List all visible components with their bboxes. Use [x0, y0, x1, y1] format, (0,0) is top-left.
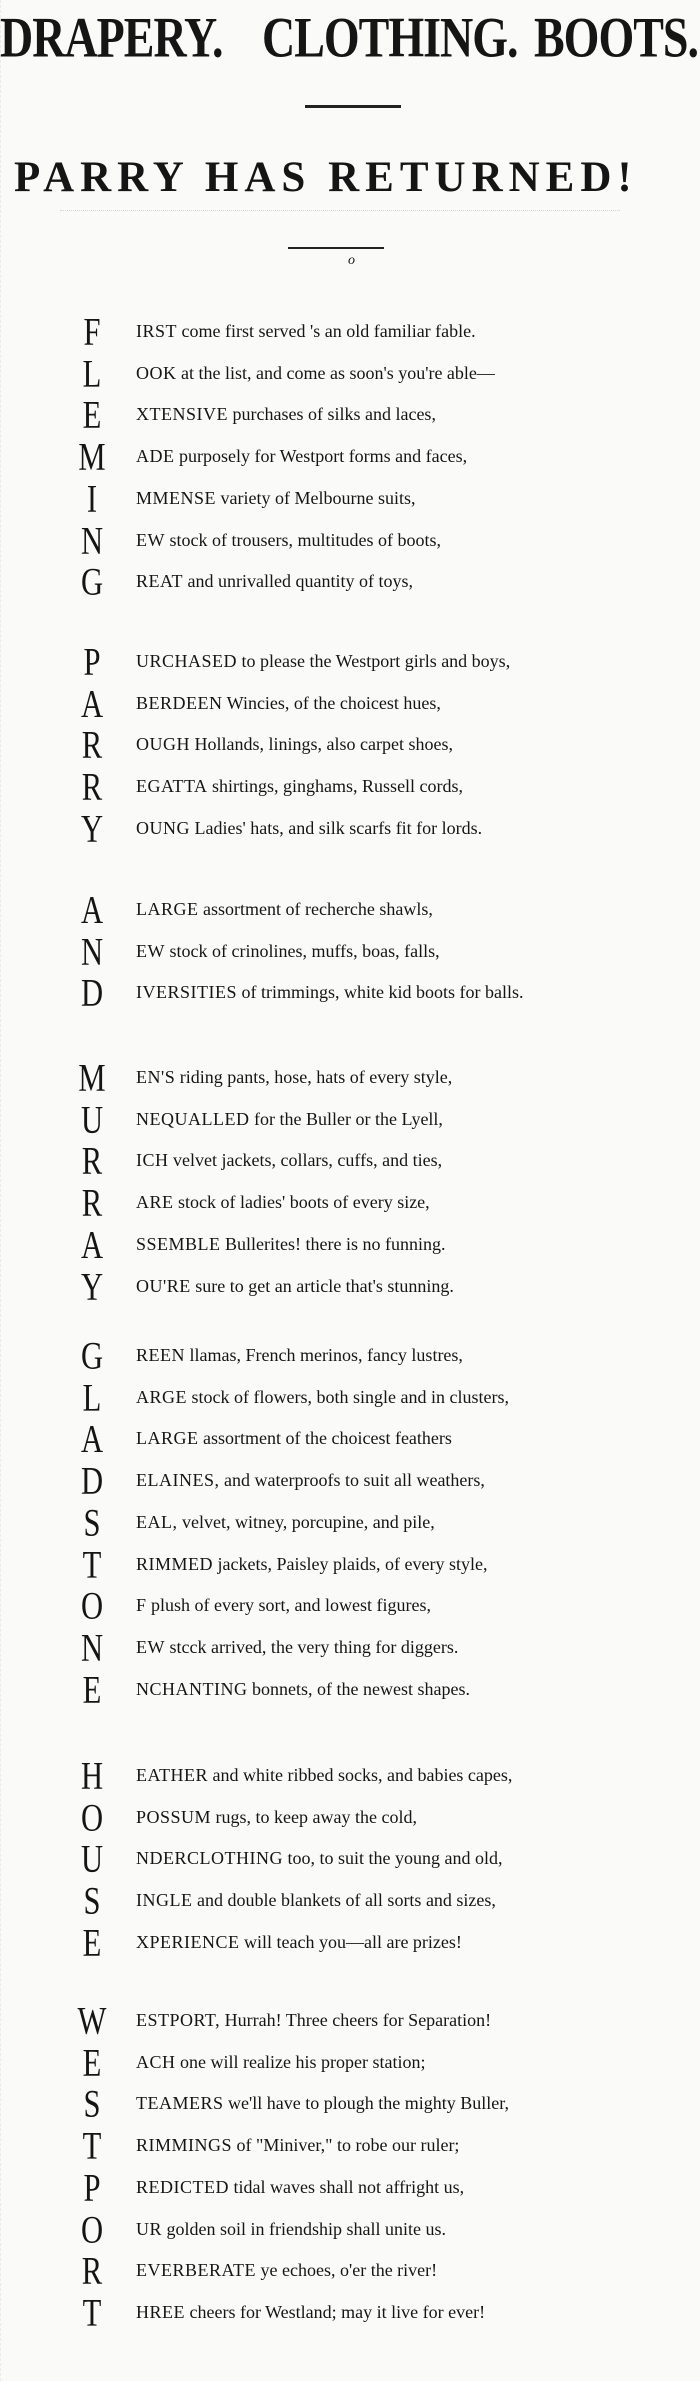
left-margin-mark: [0, 0, 7, 2381]
line-lead-word: NCHANTING: [136, 1678, 248, 1699]
line-text: assortment of the choicest feathers: [198, 1428, 452, 1449]
poem-line: [136, 1634, 696, 1660]
line-lead-word: BERDEEN: [136, 692, 223, 713]
poem-line: [136, 2132, 696, 2158]
line-lead-word: TEAMERS: [136, 2093, 224, 2114]
line-text: ye echoes, o'er the river!: [256, 2260, 438, 2281]
poem-line: [136, 690, 696, 716]
acrostic-letter: R: [81, 766, 103, 809]
line-lead-word: ARGE: [136, 1386, 187, 1407]
line-text: sure to get an article that's stunning.: [190, 1275, 454, 1296]
acrostic-letter: S: [83, 2083, 101, 2127]
line-lead-word: EW: [136, 529, 165, 550]
acrostic-letter: N: [80, 1627, 104, 1670]
acrostic-letter: T: [82, 2125, 102, 2168]
acrostic-letter: E: [82, 394, 102, 438]
acrostic-letter: S: [83, 1501, 101, 1545]
line-text: Bullerites! there is no funning.: [220, 1233, 446, 1254]
line-lead-word: REDICTED: [136, 2176, 229, 2197]
poem-line: [136, 2216, 696, 2242]
line-lead-word: XPERIENCE: [136, 1931, 240, 1952]
acrostic-letter: A: [80, 889, 104, 932]
line-lead-word: INGLE: [136, 1890, 193, 1911]
poem-line: [136, 1425, 696, 1451]
acrostic-letter: G: [80, 1335, 104, 1378]
line-lead-word: OUNG: [136, 817, 190, 838]
poem-line: [136, 1845, 696, 1871]
line-text: cheers for Westland; may it live for ever!: [185, 2301, 486, 2322]
poem-line: [136, 1064, 696, 1090]
line-text: purchases of silks and laces,: [228, 404, 436, 425]
line-lead-word: POSSUM: [136, 1806, 212, 1827]
line-text: Ladies' hats, and silk scarfs fit for lords.: [190, 817, 483, 838]
acrostic-letter: E: [82, 1668, 102, 1712]
poem-line: [136, 648, 696, 674]
line-text: stock of trousers, multitudes of boots,: [164, 529, 441, 550]
acrostic-letter: A: [80, 682, 104, 726]
poem-line: [136, 401, 696, 427]
poem-line: [136, 979, 696, 1005]
line-lead-word: F: [136, 1595, 147, 1616]
line-lead-word: IRST: [136, 321, 178, 341]
acrostic-letter: I: [86, 477, 98, 521]
line-text: jackets, Paisley plaids, of every style,: [213, 1553, 488, 1574]
poem-line: [136, 1592, 696, 1618]
line-text: assortment of recherche shawls,: [198, 899, 433, 919]
acrostic-letter: E: [82, 1921, 102, 1965]
line-text: one will realize his proper station;: [175, 2051, 426, 2072]
poem-line: [136, 527, 696, 553]
acrostic-letter: G: [80, 561, 104, 604]
acrostic-letter: L: [82, 352, 102, 396]
line-text: riding pants, hose, hats of every style,: [175, 1067, 453, 1087]
poem-line: [136, 318, 696, 344]
line-text: come first served 's an old familiar fable.: [177, 321, 476, 341]
line-text: rugs, to keep away the cold,: [211, 1806, 417, 1827]
line-text: and double blankets of all sorts and sizes,: [192, 1890, 496, 1911]
header-word-boots: BOOTS.: [534, 5, 699, 69]
line-lead-word: IVERSITIES: [136, 982, 237, 1003]
line-lead-word: OU'RE: [136, 1275, 191, 1296]
line-lead-word: EN'S: [136, 1067, 176, 1087]
page-title: PARRY HAS RETURNED!: [14, 154, 638, 201]
header-banner: [0, 0, 700, 75]
acrostic-letter: O: [80, 1585, 104, 1628]
line-lead-word: ELAINES,: [136, 1470, 220, 1491]
acrostic-letter: N: [80, 519, 104, 563]
line-lead-word: ESTPORT,: [136, 2010, 221, 2030]
acrostic-letter: S: [83, 1880, 101, 1923]
poem-line: [136, 2049, 696, 2075]
acrostic-letter: N: [80, 930, 104, 974]
poem-line: [136, 1467, 696, 1493]
poem-line: [136, 1384, 696, 1410]
acrostic-letter: Y: [80, 807, 104, 851]
line-text: of trimmings, white kid boots for balls.: [237, 982, 524, 1003]
acrostic-letter: T: [82, 2292, 102, 2335]
line-text: for the Buller or the Lyell,: [249, 1108, 443, 1129]
acrostic-letter: T: [82, 1543, 102, 1587]
line-text: Wincies, of the choicest hues,: [222, 692, 441, 713]
acrostic-letter: L: [82, 1376, 102, 1420]
acrostic-letter: P: [83, 2166, 101, 2210]
acrostic-letter: R: [81, 1140, 103, 1184]
line-lead-word: REEN: [136, 1345, 185, 1365]
line-text: and white ribbed socks, and babies capes,: [208, 1765, 513, 1785]
poem-line: [136, 568, 696, 594]
acrostic-letter: P: [83, 641, 101, 684]
line-lead-word: EATHER: [136, 1765, 208, 1785]
acrostic-letter: R: [81, 1182, 103, 1225]
line-text: of "Miniver," to robe our ruler;: [232, 2135, 460, 2156]
line-text: shirtings, ginghams, Russell cords,: [207, 776, 464, 797]
acrostic-letter: O: [80, 1796, 104, 1840]
line-lead-word: HREE: [136, 2301, 185, 2322]
line-text: we'll have to plough the mighty Buller,: [223, 2093, 509, 2114]
poem-line: [136, 1551, 696, 1577]
acrostic-letter: U: [80, 1098, 104, 1142]
acrostic-letter: D: [80, 1460, 104, 1503]
line-lead-word: ADE: [136, 446, 175, 467]
acrostic-letter: Y: [80, 1265, 104, 1309]
title-rule: [288, 247, 384, 268]
line-text: too, to suit the young and old,: [283, 1848, 503, 1869]
line-lead-word: EVERBERATE: [136, 2260, 256, 2281]
line-lead-word: ACH: [136, 2051, 176, 2072]
line-text: and unrivalled quantity of toys,: [183, 571, 413, 592]
line-text: at the list, and come as soon's you're able—: [176, 362, 495, 383]
line-text: stcck arrived, the very thing for diggers.: [164, 1636, 459, 1657]
poem-line: [136, 1762, 696, 1788]
line-lead-word: EW: [136, 1636, 165, 1657]
acrostic-letter: M: [78, 1057, 106, 1100]
acrostic-letter: R: [81, 724, 103, 768]
acrostic-letter: W: [77, 2000, 107, 2043]
line-text: Hurrah! Three cheers for Separation!: [220, 2010, 492, 2030]
poem-line: [136, 485, 696, 511]
poem-line: [136, 1106, 696, 1132]
line-lead-word: URCHASED: [136, 651, 238, 671]
line-text: stock of crinolines, muffs, boas, falls,: [164, 940, 440, 961]
acrostic-letter: A: [80, 1223, 104, 1267]
line-text: velvet jackets, collars, cuffs, and ties,: [168, 1150, 443, 1171]
line-lead-word: MMENSE: [136, 487, 217, 508]
line-lead-word: XTENSIVE: [136, 404, 228, 425]
acrostic-letter: F: [83, 311, 101, 354]
print-speckle: [60, 210, 620, 229]
line-lead-word: SSEMBLE: [136, 1233, 221, 1254]
poem-line: [136, 938, 696, 964]
line-lead-word: UR: [136, 2218, 163, 2239]
line-lead-word: OUGH: [136, 734, 190, 755]
line-text: to please the Westport girls and boys,: [237, 651, 511, 671]
line-lead-word: EGATTA: [136, 776, 208, 797]
line-text: stock of ladies' boots of every size,: [173, 1192, 430, 1213]
poem-line: [136, 1804, 696, 1830]
poem-line: [136, 1147, 696, 1173]
poem-line: [136, 896, 696, 922]
poem-line: [136, 2299, 696, 2325]
poem-line: [136, 2090, 696, 2116]
line-text: variety of Melbourne suits,: [216, 487, 416, 508]
divider-mark: o: [348, 253, 355, 268]
poem-line: [136, 1231, 696, 1257]
line-text: Hollands, linings, also carpet shoes,: [190, 734, 453, 755]
poem-line: [136, 360, 696, 386]
poem-line: [136, 1929, 696, 1955]
line-lead-word: LARGE: [136, 899, 199, 919]
poem-line: [136, 443, 696, 469]
acrostic-letter: A: [80, 1418, 104, 1462]
poem-line: [136, 1342, 696, 1368]
poem-line: [136, 2174, 696, 2200]
line-text: tidal waves shall not affright us,: [229, 2176, 465, 2197]
line-text: plush of every sort, and lowest figures,: [146, 1595, 431, 1616]
line-lead-word: EW: [136, 940, 165, 961]
acrostic-letter: O: [80, 2208, 104, 2252]
line-text: llamas, French merinos, fancy lustres,: [185, 1345, 463, 1365]
header-rule: [305, 105, 401, 108]
line-lead-word: OOK: [136, 362, 177, 383]
poem-line: [136, 731, 696, 757]
line-text: golden soil in friendship shall unite us.: [162, 2218, 446, 2239]
poem-line: [136, 2007, 696, 2033]
acrostic-letter: E: [82, 2041, 102, 2085]
line-lead-word: EAL,: [136, 1511, 178, 1532]
header-word-clothing: CLOTHING.: [262, 5, 518, 69]
line-lead-word: LARGE: [136, 1428, 199, 1449]
header-word-drapery: DRAPERY.: [0, 5, 223, 69]
poem-line: [136, 1887, 696, 1913]
poem-line: [136, 1273, 696, 1299]
line-lead-word: RIMMED: [136, 1553, 214, 1574]
line-text: purposely for Westport forms and faces,: [174, 446, 468, 467]
acrostic-letter: M: [78, 436, 106, 479]
poem-line: [136, 1189, 696, 1215]
line-lead-word: NDERCLOTHING: [136, 1848, 283, 1869]
acrostic-letter: D: [80, 972, 104, 1016]
poem-line: [136, 2257, 696, 2283]
poem-line: [136, 773, 696, 799]
line-text: bonnets, of the newest shapes.: [247, 1678, 470, 1699]
line-text: and waterproofs to suit all weathers,: [219, 1470, 485, 1491]
line-lead-word: ICH: [136, 1150, 169, 1171]
poem-line: [136, 1676, 696, 1702]
line-lead-word: ARE: [136, 1192, 174, 1213]
line-lead-word: RIMMINGS: [136, 2135, 233, 2156]
poem-line: [136, 1509, 696, 1535]
acrostic-letter: R: [81, 2250, 103, 2293]
line-text: stock of flowers, both single and in clusters,: [187, 1386, 509, 1407]
line-lead-word: NEQUALLED: [136, 1108, 250, 1129]
line-text: velvet, witney, porcupine, and pile,: [177, 1511, 435, 1532]
line-lead-word: REAT: [136, 571, 183, 592]
poem-line: [136, 815, 696, 841]
line-text: will teach you—all are prizes!: [239, 1931, 462, 1952]
acrostic-letter: H: [80, 1755, 104, 1798]
acrostic-letter: U: [80, 1838, 104, 1882]
